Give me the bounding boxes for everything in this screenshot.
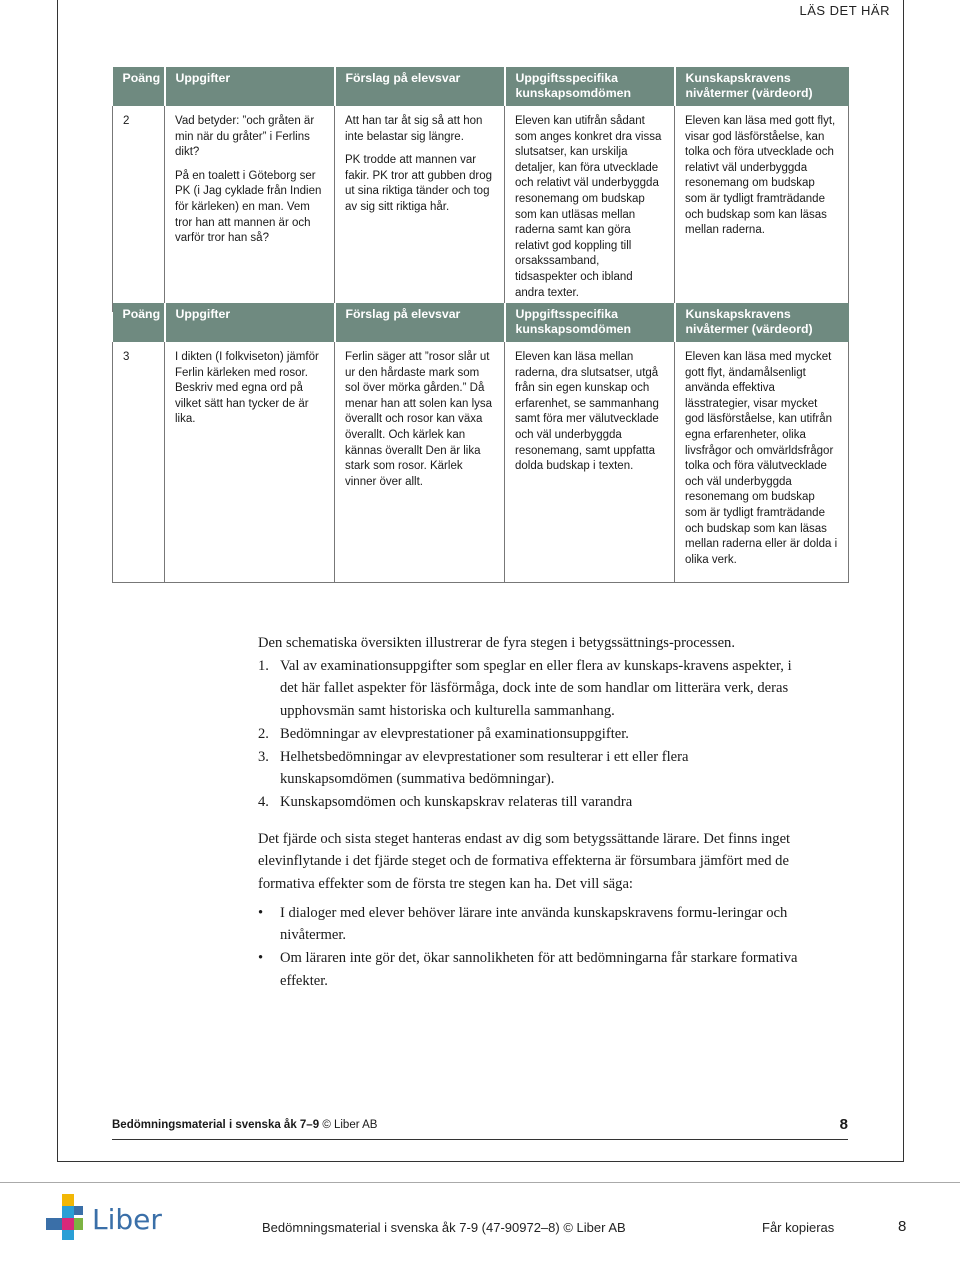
cell-suggested xyxy=(335,106,505,311)
list-item xyxy=(258,902,798,947)
intro-paragraph: Den schematiska översikten illustrerar de fyra stegen i betygssättnings-processen. xyxy=(258,635,735,651)
col-header-points: Poäng xyxy=(113,67,165,106)
table-header-row xyxy=(113,67,849,106)
list-number: 2. xyxy=(258,725,269,742)
cell-judgement: Eleven kan utifrån sådant som anges konkret dra vissa slutsatser, kan urskilja detaljer, kan föra utvecklade och relativt väl underbyggda resonemang om budskap som kan utläsas mellan raderna samt kan göra relativt god koppling till orsakssamband, tidsaspekter och ibland andra texter. xyxy=(505,106,675,311)
list-item xyxy=(258,723,798,746)
bottom-footer-text: Bedömningsmaterial i svenska åk 7-9 (47-90972–8) © Liber AB xyxy=(262,1220,626,1235)
cell-criteria: Eleven kan läsa med gott flyt, visar god läsförståelse, kan tolka och föra utvecklade och relativt väl underbyggda resonemang om budskap som är tydligt framträdande och budskap som kan läsas mellan raderna. xyxy=(675,106,849,311)
cell-criteria: Eleven kan läsa med mycket gott flyt, ändamålsenligt använda effektiva lässtrategier, visar mycket god läsförståelse, kan utifrån egna erfarenheter, olika livsfrågor och omvärldsfrågor tolka och föra välutvecklade och väl underbyggda resonemang om budskap som är tydligt framträdande och budskap som kan läsas mellan raderna eller är dolda i olika verk. xyxy=(675,342,849,582)
inner-footer xyxy=(112,1116,848,1140)
list-number: 1. xyxy=(258,657,269,674)
prose-section xyxy=(258,632,798,993)
cell-suggested: Ferlin säger att ”rosor slår ut ur den hårdaste mark som sol över mörka gården.” Då menar han att solen kan lysa överallt och rosor kan växa överallt. Och kärlek kan kännas överallt Den är lika stark som rosor. Kärlek vinner över allt. xyxy=(335,342,505,582)
list-item xyxy=(258,947,798,992)
list-item xyxy=(258,791,798,814)
cell-judgement: Eleven kan läsa mellan raderna, dra slutsatser, utgå från sin egen kunskap och erfarenhet, se sammanhang samt föra mer välutvecklade och väl underbyggda resonemang, samt uppfatta dolda budskap i texten. xyxy=(505,342,675,582)
section-label: LÄS DET HÄR xyxy=(799,3,890,18)
bullet-list xyxy=(258,902,798,993)
rubric-table-2 xyxy=(112,303,849,583)
list-text: Kunskapsomdömen och kunskapskrav relateras till varandra xyxy=(280,793,633,810)
col-header-judgement: Uppgiftsspecifika kunskapsomdömen xyxy=(505,303,675,342)
list-number: 4. xyxy=(258,793,269,810)
bottom-footer-copies: Får kopieras xyxy=(762,1220,835,1235)
rubric-table-1 xyxy=(112,67,849,312)
list-text: I dialoger med elever behöver lärare inte använda kunskapskravens formu-leringar och nivåtermer. xyxy=(280,904,788,944)
body-paragraph: Det fjärde och sista steget hanteras endast av dig som betygssättande lärare. Det finns inget elevinflytande i det fjärde steget och de formativa effekterna är försumbara jämfört med de formativa effekter som de första tre stegen kan ha. Det vill säga: xyxy=(258,830,791,893)
col-header-points: Poäng xyxy=(113,303,165,342)
cell-task xyxy=(165,106,335,311)
inner-footer-title: Bedömningsmaterial i svenska åk 7–9 xyxy=(112,1119,320,1131)
col-header-criteria: Kunskapskravens nivåtermer (värdeord) xyxy=(675,303,849,342)
list-text: Val av examinationsuppgifter som speglar en eller flera av kunskaps-kravens aspekter, i det här fallet aspekter för läsförmåga, dock inte de som handlar om litterära verk, deras upphovsmän samt historiska och kulturella sammanhang. xyxy=(280,657,792,720)
suggested-answer-2: PK trodde att mannen var fakir. PK tror att gubben drog ut sina riktiga tänder och tog av sig sitt riktiga hår. xyxy=(345,154,493,213)
col-header-task: Uppgifter xyxy=(165,303,335,342)
table-header-row xyxy=(113,303,849,342)
table-row xyxy=(113,342,849,582)
bullet-icon: • xyxy=(258,904,264,921)
suggested-answer-1: Att han tar åt sig så att hon inte belastar sig längre. xyxy=(345,115,483,143)
inner-footer-publisher: © Liber AB xyxy=(322,1119,378,1131)
bottom-divider xyxy=(0,1182,960,1183)
cell-points: 2 xyxy=(113,106,165,311)
bullet-icon: • xyxy=(258,950,264,967)
steps-list xyxy=(258,655,798,814)
list-text: Om läraren inte gör det, ökar sannolikheten för att bedömningarna får starkare formativa effekter. xyxy=(280,950,798,989)
col-header-suggested: Förslag på elevsvar xyxy=(335,67,505,106)
task-question-2: På en toalett i Göteborg ser PK (i Jag cyklade från Indien för kärleken) en man. Vem tror han att mannen är och varför tror han så? xyxy=(175,169,322,245)
col-header-judgement: Uppgiftsspecifika kunskapsomdömen xyxy=(505,67,675,106)
table-row xyxy=(113,106,849,311)
col-header-suggested: Förslag på elevsvar xyxy=(335,303,505,342)
list-item xyxy=(258,746,798,791)
list-text: Helhetsbedömningar av elevprestationer som resulterar i ett eller flera kunskapsomdömen (summativa bedömningar). xyxy=(280,748,689,788)
task-question-1: Vad betyder: ”och gråten är min när du gråter” i Ferlins dikt? xyxy=(175,115,315,159)
cell-task: I dikten (I folkviseton) jämför Ferlin kärleken med rosor. Beskriv med egna ord på vilket sätt han tycker de är lika. xyxy=(165,342,335,582)
list-item xyxy=(258,655,798,723)
bottom-footer-page: 8 xyxy=(898,1218,907,1235)
col-header-task: Uppgifter xyxy=(165,67,335,106)
cell-points: 3 xyxy=(113,342,165,582)
list-text: Bedömningar av elevprestationer på examinationsuppgifter. xyxy=(280,725,629,742)
logo-text: Liber xyxy=(92,1203,162,1236)
inner-footer-page: 8 xyxy=(839,1116,848,1133)
col-header-criteria: Kunskapskravens nivåtermer (värdeord) xyxy=(675,67,849,106)
list-number: 3. xyxy=(258,748,269,765)
